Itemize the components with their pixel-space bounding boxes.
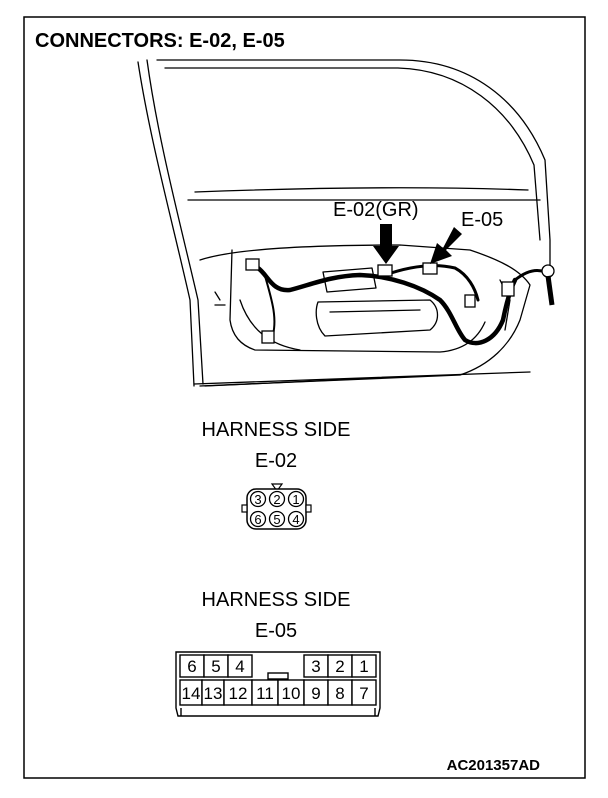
e02-pin-label: 3	[254, 492, 262, 507]
e05-pin-label: 11	[256, 684, 274, 703]
connector-block	[262, 331, 274, 343]
e05-pin-label: 4	[235, 657, 245, 676]
connector-e02-diagram	[242, 484, 311, 529]
e05-pin-label: 12	[228, 684, 248, 703]
e05-pin-label: 1	[359, 657, 369, 676]
e02-pin-label: 4	[292, 512, 300, 527]
diagram-title: CONNECTORS: E-02, E-05	[35, 30, 285, 52]
e02-name: E-02	[254, 450, 298, 472]
connector-block	[465, 295, 475, 307]
harness-exit	[548, 276, 552, 305]
e05-name: E-05	[254, 620, 298, 642]
arrow-e02	[373, 224, 399, 264]
connector-e05-block	[423, 263, 437, 274]
e02-latch-right	[306, 505, 311, 512]
e02-pin-label: 5	[273, 512, 281, 527]
e02-side-label: HARNESS SIDE	[201, 419, 351, 441]
e05-key-notch	[268, 673, 288, 679]
e05-pin-label: 6	[187, 657, 197, 676]
callout-e05: E-05	[461, 209, 504, 231]
e02-latch-left	[242, 505, 247, 512]
e02-pin-label: 6	[254, 512, 262, 527]
connector-block	[246, 259, 259, 270]
e05-pin-label: 9	[311, 684, 321, 703]
e05-side-label: HARNESS SIDE	[201, 589, 351, 611]
connector-e02-block	[378, 265, 392, 276]
grommet	[542, 265, 554, 277]
e05-pin-label: 14	[181, 684, 201, 703]
e05-pin-label: 8	[335, 684, 345, 703]
e05-pin-label: 5	[211, 657, 221, 676]
e05-pin-label: 7	[359, 684, 369, 703]
figure-code: AC201357AD	[446, 757, 540, 774]
connector-block	[502, 282, 514, 296]
e02-pin-label: 1	[292, 492, 300, 507]
arrow-e05	[430, 227, 462, 264]
e02-pin-label: 2	[273, 492, 281, 507]
callout-e02: E-02(GR)	[333, 199, 419, 221]
e05-pin-label: 3	[311, 657, 321, 676]
e05-pin-label: 13	[203, 684, 223, 703]
e05-pin-label: 10	[281, 684, 301, 703]
e05-pin-label: 2	[335, 657, 345, 676]
